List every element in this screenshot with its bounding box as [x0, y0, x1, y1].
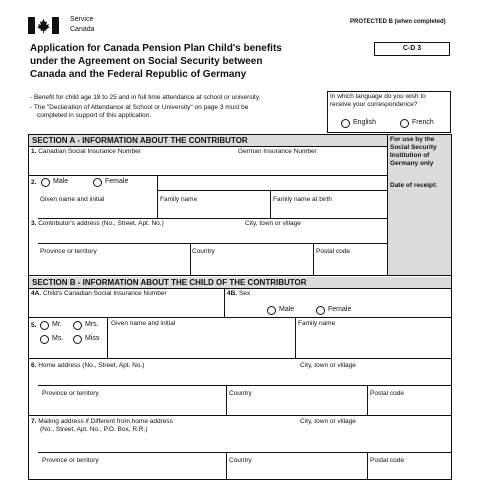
form-code: C-D 3 [374, 42, 450, 56]
field6-text: Home address (No., Street, Apt. No.) [38, 362, 145, 369]
language-question-line1: In which language do you wish to [330, 93, 426, 100]
section-a-heading: SECTION A - INFORMATION ABOUT THE CONTRIBUTOR [29, 135, 387, 146]
mailing-province-input[interactable] [38, 466, 225, 479]
title-mr-option[interactable] [40, 320, 62, 331]
language-question-line2: receive your correspondence? [330, 101, 418, 108]
note-bullet1: - Benefit for child age 18 to 25 and in full time attendance at school or university. [30, 94, 261, 101]
child-home-address-input[interactable] [38, 371, 450, 384]
title-mrs-option[interactable] [73, 320, 99, 331]
side-panel-line2: Social Security [390, 144, 437, 151]
child-city-label: City, town or village [300, 362, 356, 369]
title-miss-radio[interactable] [73, 335, 82, 344]
field6-label [31, 362, 144, 370]
contributor-family-name-label: Family name [160, 196, 198, 203]
title-mr-label: Mr. [52, 321, 62, 328]
contributor-address-input[interactable] [38, 229, 386, 242]
title-mrs-radio[interactable] [73, 321, 82, 330]
field1-label [31, 148, 141, 156]
field7-number: 7. [31, 418, 37, 425]
note-bullet2-line2: completed in support of this application. [37, 112, 152, 119]
field7-label [31, 418, 173, 434]
french-radio[interactable] [400, 119, 409, 128]
field2-number: 2. [31, 179, 37, 186]
child-province-label: Province or territory [42, 390, 99, 397]
child-male-radio[interactable] [267, 306, 276, 315]
field5-number: 5. [31, 322, 37, 329]
field4a-text: Child's Canadian Social Insurance Number [42, 290, 167, 297]
field3-text: Contributor's address (No., Street, Apt. No.) [38, 220, 164, 227]
mailing-address-input[interactable] [38, 436, 450, 451]
child-female-label: Female [328, 306, 352, 313]
english-radio[interactable] [341, 119, 350, 128]
title-line2: under the Agreement on Social Security between [30, 56, 263, 67]
german-insurance-label: German Insurance Number [238, 148, 317, 155]
contributor-province-input[interactable] [38, 257, 189, 274]
contributor-family-name-input[interactable] [159, 204, 269, 217]
child-sin-input[interactable] [29, 299, 223, 316]
field7-text-line2: (No., Street, Apt. No., P.O. Box, R.R.) [40, 426, 148, 433]
mailing-country-input[interactable] [228, 466, 366, 479]
field4a-label [31, 290, 167, 298]
contributor-female-radio[interactable] [93, 178, 102, 187]
section-b-heading: SECTION B - INFORMATION ABOUT THE CHILD OF THE CONTRIBUTOR [29, 277, 451, 288]
mailing-postal-label: Postal code [370, 457, 404, 464]
field4a-number: 4A. [31, 290, 42, 297]
title-ms-radio[interactable] [40, 335, 49, 344]
child-country-input[interactable] [228, 399, 366, 414]
child-postal-label: Postal code [370, 390, 404, 397]
contributor-female-label: Female [105, 178, 129, 185]
contributor-country-input[interactable] [192, 257, 312, 274]
child-given-name-label: Given name and initial [111, 320, 176, 327]
mailing-province-label: Province or territory [42, 457, 99, 464]
protected-label: PROTECTED B (when completed) [350, 19, 446, 25]
note-bullet2-line1: - The "Declaration of Attendance at School or University" on page 3 must be [30, 104, 249, 111]
title-mrs-label: Mrs. [85, 321, 99, 328]
child-country-label: Country [229, 390, 252, 397]
child-family-name-input[interactable] [297, 330, 450, 357]
contributor-male-option[interactable] [41, 177, 68, 188]
mailing-city-label: City, town or village [300, 418, 356, 425]
field4b-label [227, 290, 250, 298]
title-line3: Canada and the Federal Republic of Germany [30, 69, 247, 80]
title-mr-radio[interactable] [40, 321, 49, 330]
mailing-postal-input[interactable] [369, 466, 450, 479]
field4b-number: 4B. [227, 290, 238, 297]
side-panel-line4: Germany only [390, 160, 434, 167]
title-miss-option[interactable] [73, 334, 99, 345]
contributor-male-radio[interactable] [41, 178, 50, 187]
contributor-female-option[interactable] [93, 177, 128, 188]
child-female-radio[interactable] [316, 306, 325, 315]
field7-text-line1: Mailing address if Different from home address [38, 418, 173, 425]
english-option[interactable] [341, 118, 376, 129]
contributor-postal-input[interactable] [315, 257, 386, 274]
canada-flag-icon [28, 17, 59, 34]
field4b-text: Sex [238, 290, 251, 297]
contributor-country-label: Country [192, 248, 215, 255]
form-title [30, 42, 330, 81]
canadian-sin-input[interactable] [29, 156, 387, 175]
side-panel-line3: Institution of [390, 152, 430, 159]
contributor-family-birth-input[interactable] [272, 204, 386, 217]
french-option[interactable] [400, 118, 434, 129]
title-ms-option[interactable] [40, 334, 63, 345]
child-family-name-label: Family name [298, 320, 336, 327]
contributor-male-label: Male [53, 178, 69, 185]
field1-number: 1. [31, 148, 37, 155]
brand-line1: Service [70, 16, 94, 23]
contributor-given-name-input[interactable] [38, 204, 156, 217]
side-panel-line1: For use by the [390, 136, 435, 143]
field1-text: Canadian Social Insurance Number [38, 148, 141, 155]
contributor-given-name-label: Given name and initial [40, 196, 105, 203]
contributor-family-birth-label: Family name at birth [273, 196, 332, 203]
child-male-option[interactable] [267, 305, 294, 316]
child-female-option[interactable] [316, 305, 351, 316]
french-label: French [412, 119, 434, 126]
title-line1: Application for Canada Pension Plan Child's benefits [30, 43, 282, 54]
side-panel-title [390, 136, 437, 168]
field6-number: 6. [31, 362, 37, 369]
contributor-postal-label: Postal code [316, 248, 350, 255]
brand-line2: Canada [70, 26, 95, 33]
mailing-country-label: Country [229, 457, 252, 464]
child-postal-input[interactable] [369, 399, 450, 414]
child-male-label: Male [279, 306, 295, 313]
child-given-name-input[interactable] [109, 330, 294, 357]
title-miss-label: Miss [85, 335, 100, 342]
contributor-city-label: City, town or village [245, 220, 301, 227]
english-label: English [353, 119, 376, 126]
contributor-province-label: Province or territory [40, 248, 97, 255]
date-of-receipt-label: Date of receipt: [390, 182, 438, 189]
child-province-input[interactable] [38, 399, 225, 414]
field3-label [31, 220, 164, 228]
title-ms-label: Ms. [52, 335, 64, 342]
field3-number: 3. [31, 220, 37, 227]
